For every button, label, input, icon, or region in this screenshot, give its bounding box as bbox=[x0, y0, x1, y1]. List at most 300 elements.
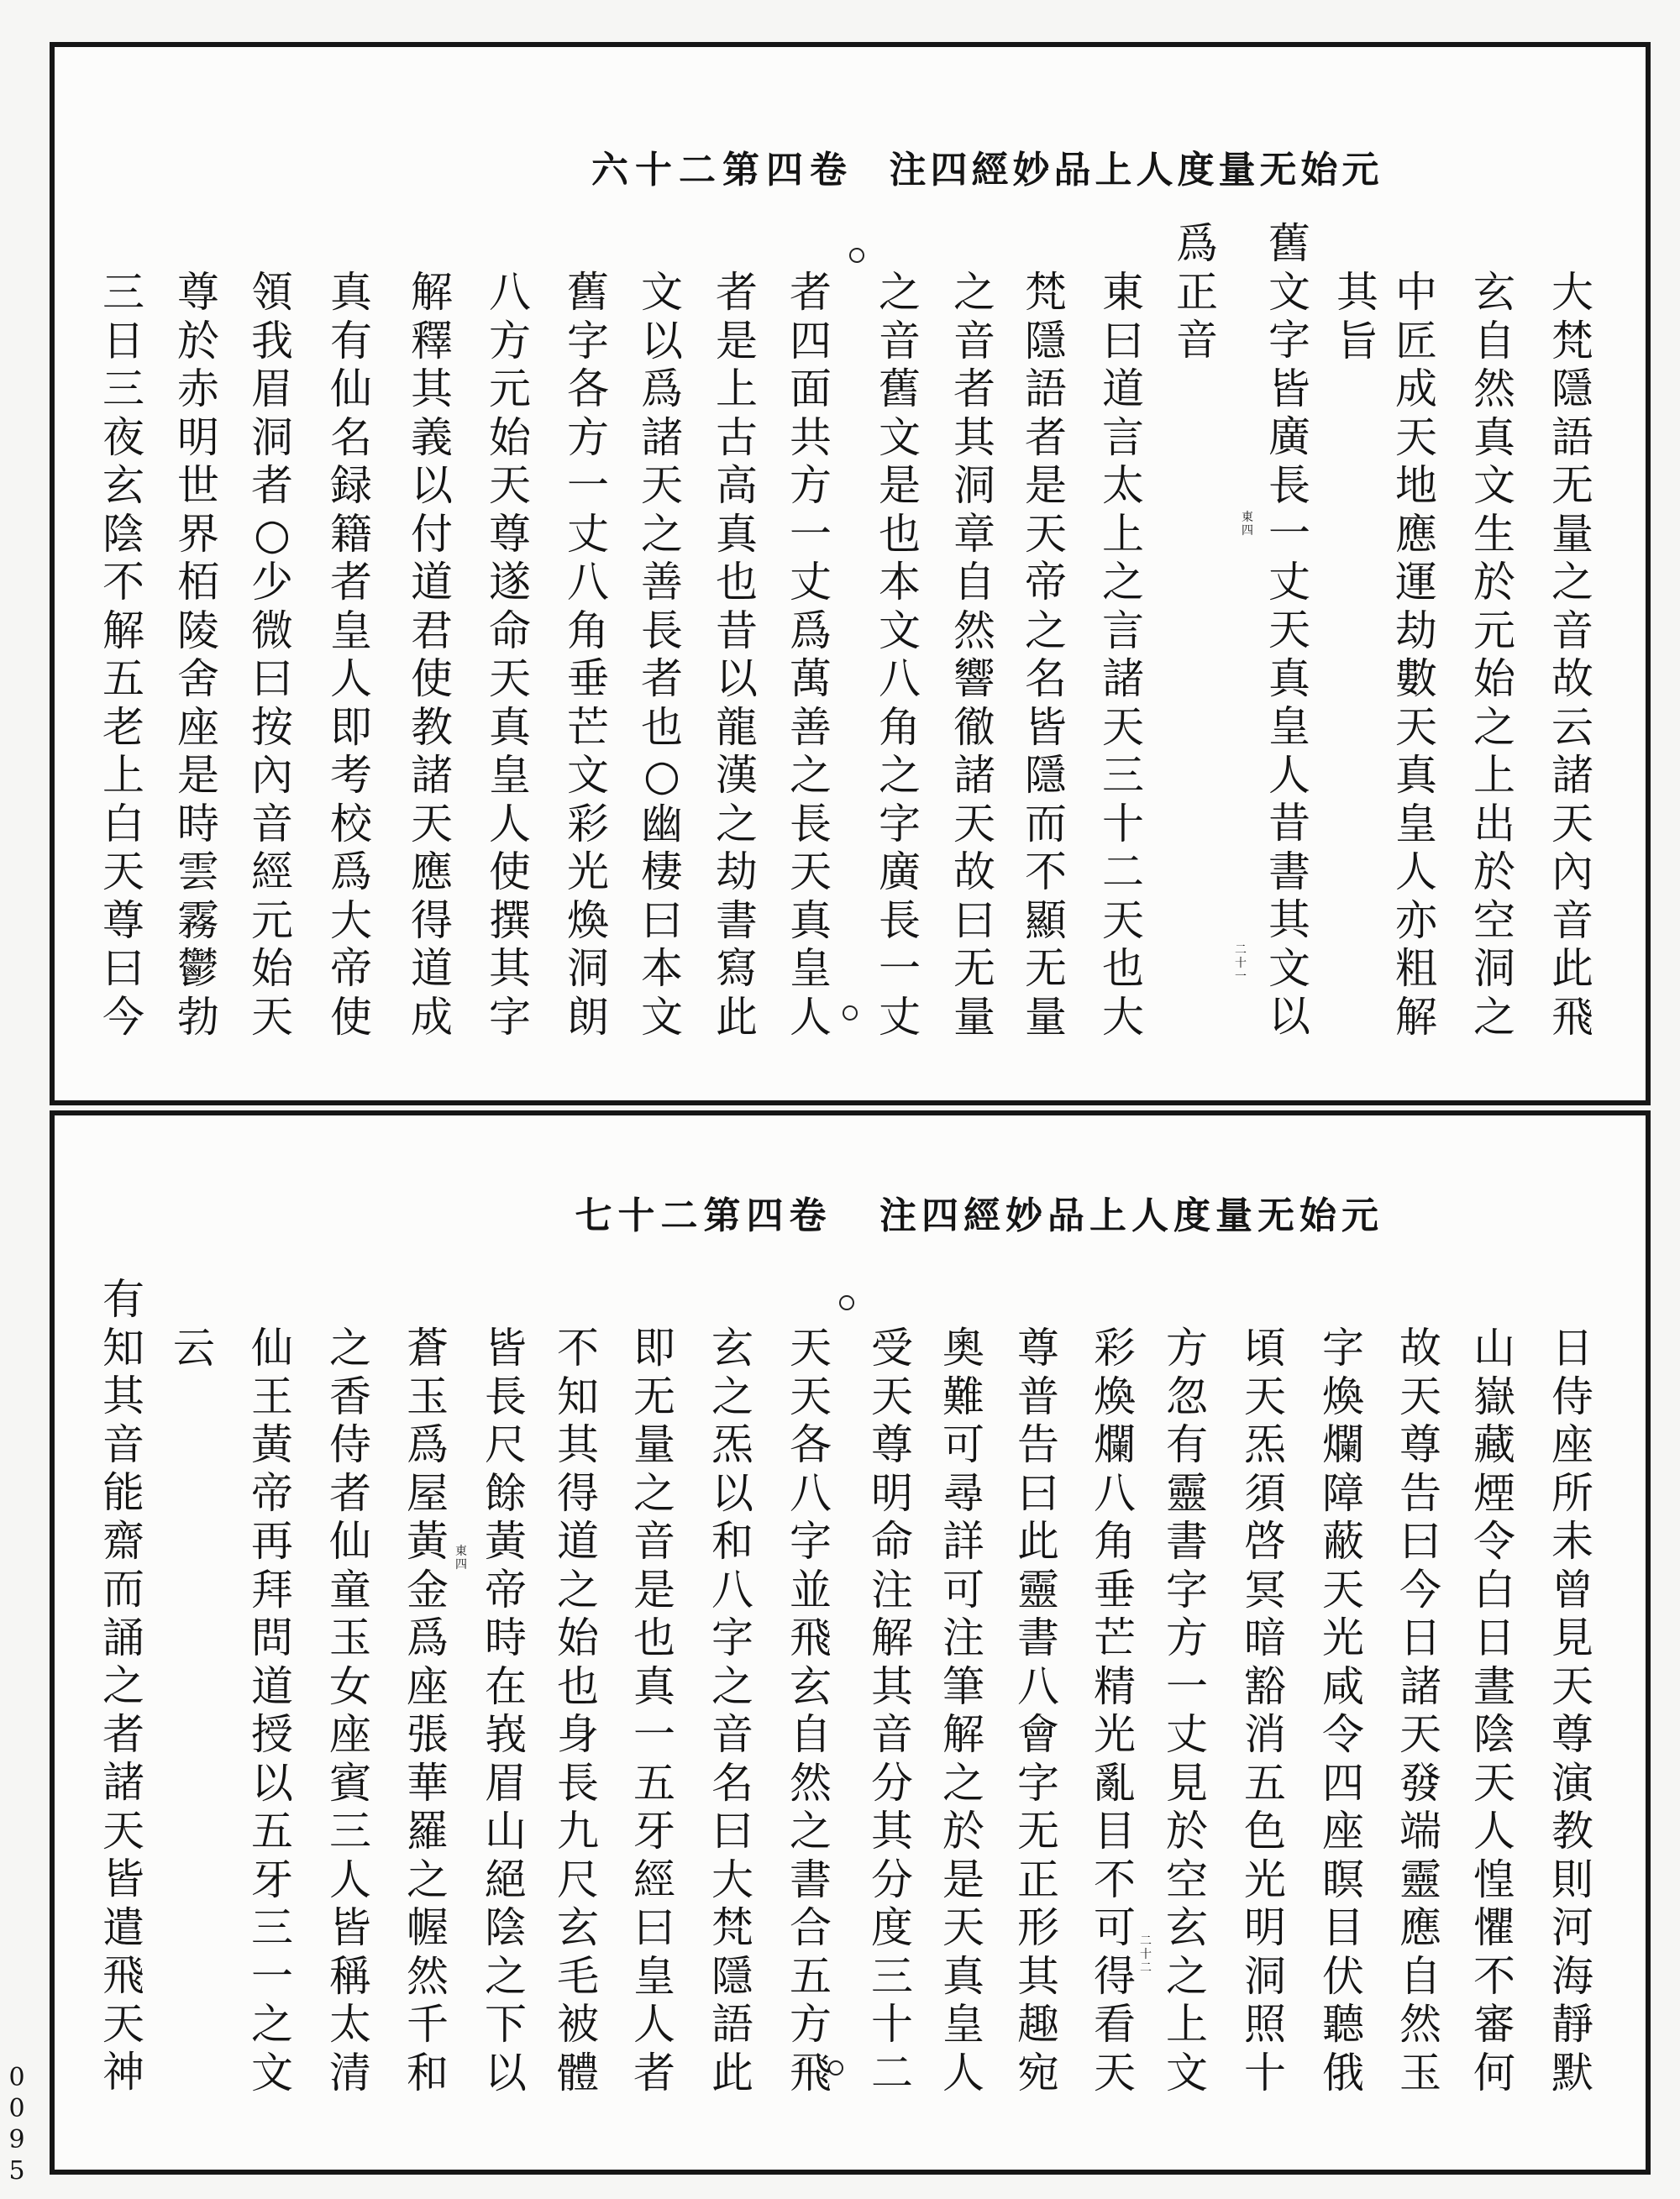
glyph: 然 bbox=[790, 1758, 832, 1808]
glyph: 以 bbox=[716, 654, 758, 703]
glyph: 空 bbox=[1473, 895, 1515, 945]
glyph: 少 bbox=[251, 558, 293, 606]
glyph: 上 bbox=[716, 365, 758, 413]
glyph: 屋 bbox=[407, 1468, 449, 1518]
glyph: 諸 bbox=[411, 751, 453, 800]
glyph: 時 bbox=[177, 799, 219, 848]
glyph: 文 bbox=[641, 268, 683, 317]
glyph: 按 bbox=[251, 702, 293, 752]
glyph: 劫 bbox=[716, 848, 758, 896]
glyph: 字 bbox=[489, 992, 531, 1042]
glyph: 侍 bbox=[329, 1420, 371, 1469]
glyph: 无 bbox=[1259, 149, 1297, 192]
glyph: 十 bbox=[617, 1194, 655, 1237]
glyph: 者 bbox=[102, 1709, 144, 1759]
glyph: 煥 bbox=[567, 895, 609, 945]
glyph: 發 bbox=[1399, 1758, 1441, 1808]
glyph: 真 bbox=[942, 1951, 984, 2001]
glyph: 分 bbox=[871, 1758, 913, 1808]
glyph: 量 bbox=[1218, 149, 1256, 192]
glyph: 以 bbox=[641, 316, 683, 365]
glyph: 皇 bbox=[790, 944, 832, 993]
glyph: 校 bbox=[330, 799, 372, 848]
glyph: 文 bbox=[1166, 2048, 1208, 2097]
circle-mark bbox=[843, 1005, 858, 1021]
text-column-01 bbox=[1539, 1325, 1606, 2097]
glyph: 字 bbox=[711, 1614, 753, 1662]
glyph: 領 bbox=[251, 268, 293, 317]
glyph: 尊 bbox=[1017, 1324, 1059, 1372]
glyph: 文 bbox=[251, 2048, 293, 2097]
glyph: 量 bbox=[953, 992, 995, 1042]
glyph: 天 bbox=[790, 1324, 832, 1372]
glyph: 音 bbox=[102, 1420, 144, 1469]
glyph: 語 bbox=[1551, 412, 1593, 462]
glyph: 之 bbox=[879, 751, 921, 800]
glyph: 色 bbox=[1244, 1807, 1286, 1855]
glyph: 曾 bbox=[1551, 1565, 1593, 1614]
glyph: 音 bbox=[251, 799, 293, 848]
glyph: 尊 bbox=[489, 509, 531, 559]
glyph: 會 bbox=[1017, 1710, 1059, 1759]
glyph: 數 bbox=[1395, 654, 1437, 703]
glyph: 天 bbox=[251, 992, 293, 1042]
glyph: 光 bbox=[1094, 1710, 1136, 1759]
glyph: 天 bbox=[1025, 509, 1067, 559]
glyph: 海 bbox=[1551, 1951, 1593, 2001]
glyph: 伏 bbox=[1322, 1951, 1364, 2001]
glyph: 書 bbox=[1268, 847, 1310, 896]
glyph: 撰 bbox=[489, 895, 531, 945]
glyph: 天 bbox=[1395, 702, 1437, 752]
glyph: 見 bbox=[1166, 1758, 1208, 1808]
glyph: 於 bbox=[942, 1807, 984, 1855]
glyph: 音 bbox=[1176, 316, 1218, 365]
glyph: 明 bbox=[871, 1468, 913, 1518]
glyph: 此 bbox=[711, 2048, 753, 2097]
glyph: 經 bbox=[963, 1194, 1000, 1237]
glyph: 六 bbox=[591, 149, 628, 192]
glyph: 東 bbox=[455, 1545, 467, 1558]
glyph: 匠 bbox=[1395, 316, 1437, 365]
text-column-16 bbox=[394, 1325, 461, 2097]
glyph: 真 bbox=[1268, 653, 1310, 703]
glyph: 蒼 bbox=[407, 1324, 449, 1372]
text-column-12 bbox=[699, 1325, 766, 2097]
glyph: 二 bbox=[1102, 848, 1144, 896]
glyph: 品 bbox=[1053, 149, 1091, 192]
text-column-13 bbox=[628, 269, 696, 1042]
glyph: 音 bbox=[1551, 895, 1593, 945]
glyph: 曰 bbox=[1102, 316, 1144, 365]
glyph: 赤 bbox=[177, 365, 219, 413]
glyph: 始 bbox=[557, 1614, 599, 1662]
glyph: 洞 bbox=[1473, 944, 1515, 993]
glyph: 无 bbox=[633, 1372, 675, 1421]
glyph: 人 bbox=[633, 2000, 675, 2049]
glyph: 人 bbox=[489, 799, 531, 848]
text-column-07 bbox=[1089, 269, 1157, 1042]
glyph: 者 bbox=[633, 2048, 675, 2097]
glyph: 天 bbox=[102, 848, 144, 896]
glyph: 也 bbox=[716, 558, 758, 606]
glyph: 帝 bbox=[330, 944, 372, 993]
glyph: 各 bbox=[790, 1420, 832, 1469]
glyph: 解 bbox=[102, 606, 144, 655]
glyph: 皇 bbox=[1395, 799, 1437, 848]
glyph: 真 bbox=[716, 509, 758, 559]
glyph: 人 bbox=[1395, 848, 1437, 896]
glyph: 仙 bbox=[329, 1517, 371, 1566]
glyph: 玉 bbox=[1399, 2048, 1441, 2097]
glyph: 也 bbox=[1102, 944, 1144, 993]
glyph: 隱 bbox=[1551, 365, 1593, 413]
scripture-column-06 bbox=[1163, 220, 1231, 365]
glyph: 文 bbox=[1268, 267, 1310, 317]
glyph: 昔 bbox=[716, 606, 758, 655]
glyph: 天 bbox=[790, 1372, 832, 1421]
glyph: 雲 bbox=[177, 848, 219, 896]
glyph: 名 bbox=[1025, 654, 1067, 703]
glyph: 有 bbox=[102, 1275, 144, 1324]
glyph: 此 bbox=[1551, 944, 1593, 993]
glyph: 萬 bbox=[790, 654, 832, 703]
block-number-note bbox=[1240, 511, 1255, 538]
glyph: 然 bbox=[1399, 2000, 1441, 2049]
glyph: 河 bbox=[1551, 1903, 1593, 1952]
glyph: 方 bbox=[489, 316, 531, 365]
glyph: 者 bbox=[1025, 412, 1067, 462]
glyph: 皆 bbox=[485, 1324, 527, 1372]
glyph: 始 bbox=[489, 412, 531, 462]
glyph: 牙 bbox=[251, 1855, 293, 1904]
glyph: 知 bbox=[102, 1323, 144, 1372]
glyph: 昔 bbox=[1268, 799, 1310, 848]
running-title bbox=[887, 148, 1381, 193]
glyph: 天 bbox=[1551, 1661, 1593, 1711]
glyph: 无 bbox=[953, 944, 995, 993]
glyph: 即 bbox=[633, 1324, 675, 1372]
glyph: 皆 bbox=[102, 1855, 144, 1903]
glyph: 帝 bbox=[251, 1468, 293, 1518]
glyph: 告 bbox=[1017, 1420, 1059, 1469]
glyph: 音 bbox=[953, 316, 995, 365]
glyph: 夜 bbox=[102, 412, 144, 462]
glyph: 隱 bbox=[1025, 751, 1067, 800]
glyph: 舍 bbox=[177, 654, 219, 703]
glyph: 天 bbox=[1102, 702, 1144, 752]
glyph: 之 bbox=[329, 1324, 371, 1372]
glyph: 七 bbox=[575, 1194, 612, 1237]
glyph: 以 bbox=[251, 1758, 293, 1808]
glyph: 尊 bbox=[1551, 1710, 1593, 1759]
glyph: 始 bbox=[1299, 1194, 1336, 1237]
glyph: 趣 bbox=[1017, 2000, 1059, 2049]
glyph: 天 bbox=[1244, 1372, 1286, 1421]
glyph: 正 bbox=[1176, 267, 1218, 317]
glyph: 録 bbox=[330, 461, 372, 510]
glyph: 十 bbox=[1244, 2048, 1286, 2097]
glyph: 童 bbox=[329, 1565, 371, 1614]
glyph: 芒 bbox=[1094, 1614, 1136, 1662]
glyph: 絕 bbox=[485, 1855, 527, 1904]
glyph: 使 bbox=[330, 992, 372, 1042]
glyph: 注 bbox=[871, 1565, 913, 1614]
glyph: 東 bbox=[1102, 268, 1144, 317]
glyph: 再 bbox=[251, 1517, 293, 1566]
glyph: 无 bbox=[1257, 1194, 1294, 1237]
glyph: 靈 bbox=[1166, 1468, 1208, 1518]
glyph: 梵 bbox=[711, 1903, 753, 1952]
glyph: 日 bbox=[1399, 1614, 1441, 1662]
glyph: 名 bbox=[330, 412, 372, 462]
glyph: 一 bbox=[879, 944, 921, 993]
text-column-08 bbox=[1012, 269, 1079, 1042]
glyph: 身 bbox=[557, 1710, 599, 1759]
glyph: 不 bbox=[1473, 1951, 1515, 2001]
chapter-leaf-label bbox=[572, 1194, 829, 1239]
glyph: 四 bbox=[790, 316, 832, 365]
glyph: 解 bbox=[942, 1710, 984, 1759]
glyph: 字 bbox=[1166, 1565, 1208, 1614]
glyph: 旨 bbox=[1336, 316, 1378, 365]
glyph: 考 bbox=[330, 751, 372, 800]
glyph: 名 bbox=[711, 1758, 753, 1808]
glyph: 方 bbox=[790, 2000, 832, 2049]
glyph: 方 bbox=[1166, 1324, 1208, 1372]
glyph: 問 bbox=[251, 1614, 293, 1662]
glyph: 八 bbox=[790, 1468, 832, 1518]
glyph: 之 bbox=[102, 1661, 144, 1710]
glyph: 一 bbox=[1268, 509, 1310, 558]
text-column-09 bbox=[941, 269, 1008, 1042]
glyph: 其 bbox=[1268, 895, 1310, 944]
glyph: 三 bbox=[102, 365, 144, 413]
circle-mark bbox=[828, 2060, 843, 2076]
glyph: 和 bbox=[711, 1517, 753, 1566]
text-column-15 bbox=[476, 269, 543, 1042]
glyph: 八 bbox=[1094, 1468, 1136, 1518]
glyph: 靈 bbox=[1399, 1855, 1441, 1904]
glyph: 元 bbox=[1341, 1194, 1378, 1237]
glyph: 人 bbox=[1131, 1194, 1168, 1237]
glyph: 文 bbox=[1268, 943, 1310, 993]
glyph: 曰 bbox=[1017, 1468, 1059, 1518]
glyph: 華 bbox=[407, 1758, 449, 1808]
glyph: 舊 bbox=[879, 365, 921, 413]
glyph: 注 bbox=[942, 1614, 984, 1662]
text-column-07 bbox=[1081, 1325, 1148, 2097]
scripture-column-05 bbox=[1256, 220, 1323, 1042]
glyph: 天 bbox=[411, 799, 453, 848]
glyph: 梵 bbox=[1551, 316, 1593, 365]
glyph: 長 bbox=[879, 895, 921, 945]
glyph: 牙 bbox=[633, 1807, 675, 1855]
glyph: 成 bbox=[411, 992, 453, 1042]
glyph: 道 bbox=[557, 1517, 599, 1566]
text-column-13 bbox=[621, 1325, 688, 2097]
glyph: 音 bbox=[871, 1710, 913, 1759]
glyph: 地 bbox=[1395, 461, 1437, 510]
text-column-10 bbox=[866, 269, 933, 1042]
glyph: 量 bbox=[1025, 992, 1067, 1042]
glyph: 使 bbox=[489, 848, 531, 896]
glyph: 垂 bbox=[567, 654, 609, 703]
glyph: 爲 bbox=[407, 1614, 449, 1662]
glyph: 賓 bbox=[329, 1758, 371, 1808]
block-number-note bbox=[454, 1545, 469, 1572]
glyph: 卷 bbox=[810, 149, 847, 192]
glyph: 今 bbox=[1399, 1565, 1441, 1614]
glyph: 之 bbox=[1102, 558, 1144, 606]
glyph: 是 bbox=[716, 316, 758, 365]
glyph: 以 bbox=[711, 1468, 753, 1518]
glyph: 光 bbox=[567, 848, 609, 896]
glyph: 座 bbox=[1322, 1807, 1364, 1855]
glyph: 煥 bbox=[1322, 1372, 1364, 1421]
glyph: 天 bbox=[1102, 895, 1144, 945]
glyph: 音 bbox=[1551, 606, 1593, 655]
glyph: 受 bbox=[871, 1324, 913, 1372]
glyph: 量 bbox=[1551, 509, 1593, 559]
glyph: 劫 bbox=[1395, 606, 1437, 655]
glyph: 玄 bbox=[557, 1903, 599, 1952]
glyph: 晝 bbox=[1473, 1661, 1515, 1711]
glyph: 故 bbox=[1399, 1324, 1441, 1372]
glyph: 女 bbox=[329, 1661, 371, 1711]
glyph: 三 bbox=[102, 268, 144, 317]
glyph: 自 bbox=[790, 1710, 832, 1759]
glyph: 玄 bbox=[790, 1661, 832, 1711]
glyph: 誦 bbox=[102, 1613, 144, 1662]
glyph: 第 bbox=[722, 149, 759, 192]
glyph: 皆 bbox=[329, 1903, 371, 1952]
glyph: 懼 bbox=[1473, 1903, 1515, 1952]
glyph: 座 bbox=[407, 1661, 449, 1711]
glyph: 中 bbox=[1395, 268, 1437, 317]
glyph: 人 bbox=[330, 654, 372, 703]
glyph: 東 bbox=[1242, 511, 1253, 524]
glyph: 我 bbox=[251, 316, 293, 365]
glyph: 教 bbox=[1551, 1807, 1593, 1855]
glyph: 之 bbox=[711, 1372, 753, 1421]
glyph: 章 bbox=[953, 509, 995, 559]
glyph: 一 bbox=[1166, 1661, 1208, 1711]
glyph: 微 bbox=[251, 606, 293, 655]
glyph: 四 bbox=[746, 1194, 784, 1237]
glyph: 天 bbox=[1395, 412, 1437, 462]
glyph: 頃 bbox=[1244, 1324, 1286, 1372]
glyph: 黃 bbox=[251, 1420, 293, 1469]
glyph: 大 bbox=[330, 895, 372, 945]
glyph: 是 bbox=[879, 461, 921, 510]
glyph: 善 bbox=[790, 702, 832, 752]
glyph: 天 bbox=[790, 848, 832, 896]
circle-mark bbox=[839, 1295, 854, 1310]
glyph: 始 bbox=[1300, 149, 1338, 192]
glyph: 遣 bbox=[102, 1902, 144, 1952]
glyph: 飛 bbox=[790, 1614, 832, 1662]
glyph: 齋 bbox=[102, 1516, 144, 1566]
glyph: 云 bbox=[173, 1324, 215, 1372]
glyph: 香 bbox=[329, 1372, 371, 1421]
glyph: 諸 bbox=[1551, 751, 1593, 800]
glyph: 命 bbox=[871, 1517, 913, 1566]
glyph: 成 bbox=[1395, 365, 1437, 413]
glyph: 十 bbox=[635, 149, 672, 192]
glyph: 應 bbox=[1395, 509, 1437, 559]
glyph: 角 bbox=[1094, 1517, 1136, 1566]
glyph: 丈 bbox=[1166, 1710, 1208, 1759]
glyph: 日 bbox=[102, 316, 144, 365]
glyph: 方 bbox=[1166, 1614, 1208, 1662]
glyph: 其 bbox=[411, 365, 453, 413]
glyph: 舊 bbox=[567, 268, 609, 317]
glyph: 二 bbox=[679, 149, 716, 192]
glyph: 毛 bbox=[557, 1951, 599, 2001]
glyph: 使 bbox=[411, 654, 453, 703]
glyph: 之 bbox=[1551, 558, 1593, 606]
glyph: 元 bbox=[1473, 606, 1515, 655]
glyph: 令 bbox=[1473, 1517, 1515, 1566]
glyph: 彩 bbox=[567, 799, 609, 848]
glyph: 共 bbox=[790, 412, 832, 462]
glyph: 餘 bbox=[485, 1468, 527, 1518]
glyph: 音 bbox=[879, 316, 921, 365]
glyph: 老 bbox=[102, 702, 144, 752]
glyph: 上 bbox=[1166, 2000, 1208, 2049]
glyph: 洞 bbox=[1244, 1951, 1286, 2001]
glyph: 尺 bbox=[485, 1420, 527, 1469]
glyph: 千 bbox=[407, 2000, 449, 2049]
glyph: 道 bbox=[1102, 365, 1144, 413]
glyph: 明 bbox=[177, 412, 219, 462]
glyph: 幽 bbox=[641, 799, 683, 848]
glyph: 書 bbox=[790, 1855, 832, 1904]
glyph: 真 bbox=[1473, 412, 1515, 462]
glyph: 須 bbox=[1244, 1468, 1286, 1518]
glyph: 有 bbox=[330, 316, 372, 365]
glyph: 清 bbox=[329, 2048, 371, 2097]
text-column-19 bbox=[165, 269, 232, 1042]
text-column-02 bbox=[1461, 269, 1528, 1042]
glyph: 而 bbox=[1025, 799, 1067, 848]
text-column-04 bbox=[1324, 269, 1391, 365]
glyph: 審 bbox=[1473, 2000, 1515, 2049]
glyph: 爲 bbox=[641, 365, 683, 413]
glyph: 二 bbox=[1140, 1934, 1152, 1948]
glyph: 白 bbox=[102, 799, 144, 848]
glyph: 飛 bbox=[1551, 992, 1593, 1042]
glyph: 張 bbox=[407, 1710, 449, 1759]
glyph: 然 bbox=[407, 1951, 449, 2001]
glyph: 音 bbox=[711, 1710, 753, 1759]
glyph: 是 bbox=[942, 1855, 984, 1904]
glyph: 在 bbox=[485, 1661, 527, 1711]
glyph: 此 bbox=[716, 992, 758, 1042]
text-column-03 bbox=[1383, 269, 1450, 1042]
text-column-14 bbox=[554, 269, 622, 1042]
glyph: 其 bbox=[871, 1661, 913, 1711]
glyph: 人 bbox=[1136, 149, 1173, 192]
glyph: 者 bbox=[251, 461, 293, 510]
glyph: 冥 bbox=[1244, 1565, 1286, 1614]
glyph: 爛 bbox=[1322, 1420, 1364, 1469]
glyph: 其 bbox=[1017, 1951, 1059, 2001]
glyph: 日 bbox=[1551, 1324, 1593, 1372]
glyph: 角 bbox=[567, 606, 609, 655]
text-column-05 bbox=[1231, 1325, 1299, 2097]
